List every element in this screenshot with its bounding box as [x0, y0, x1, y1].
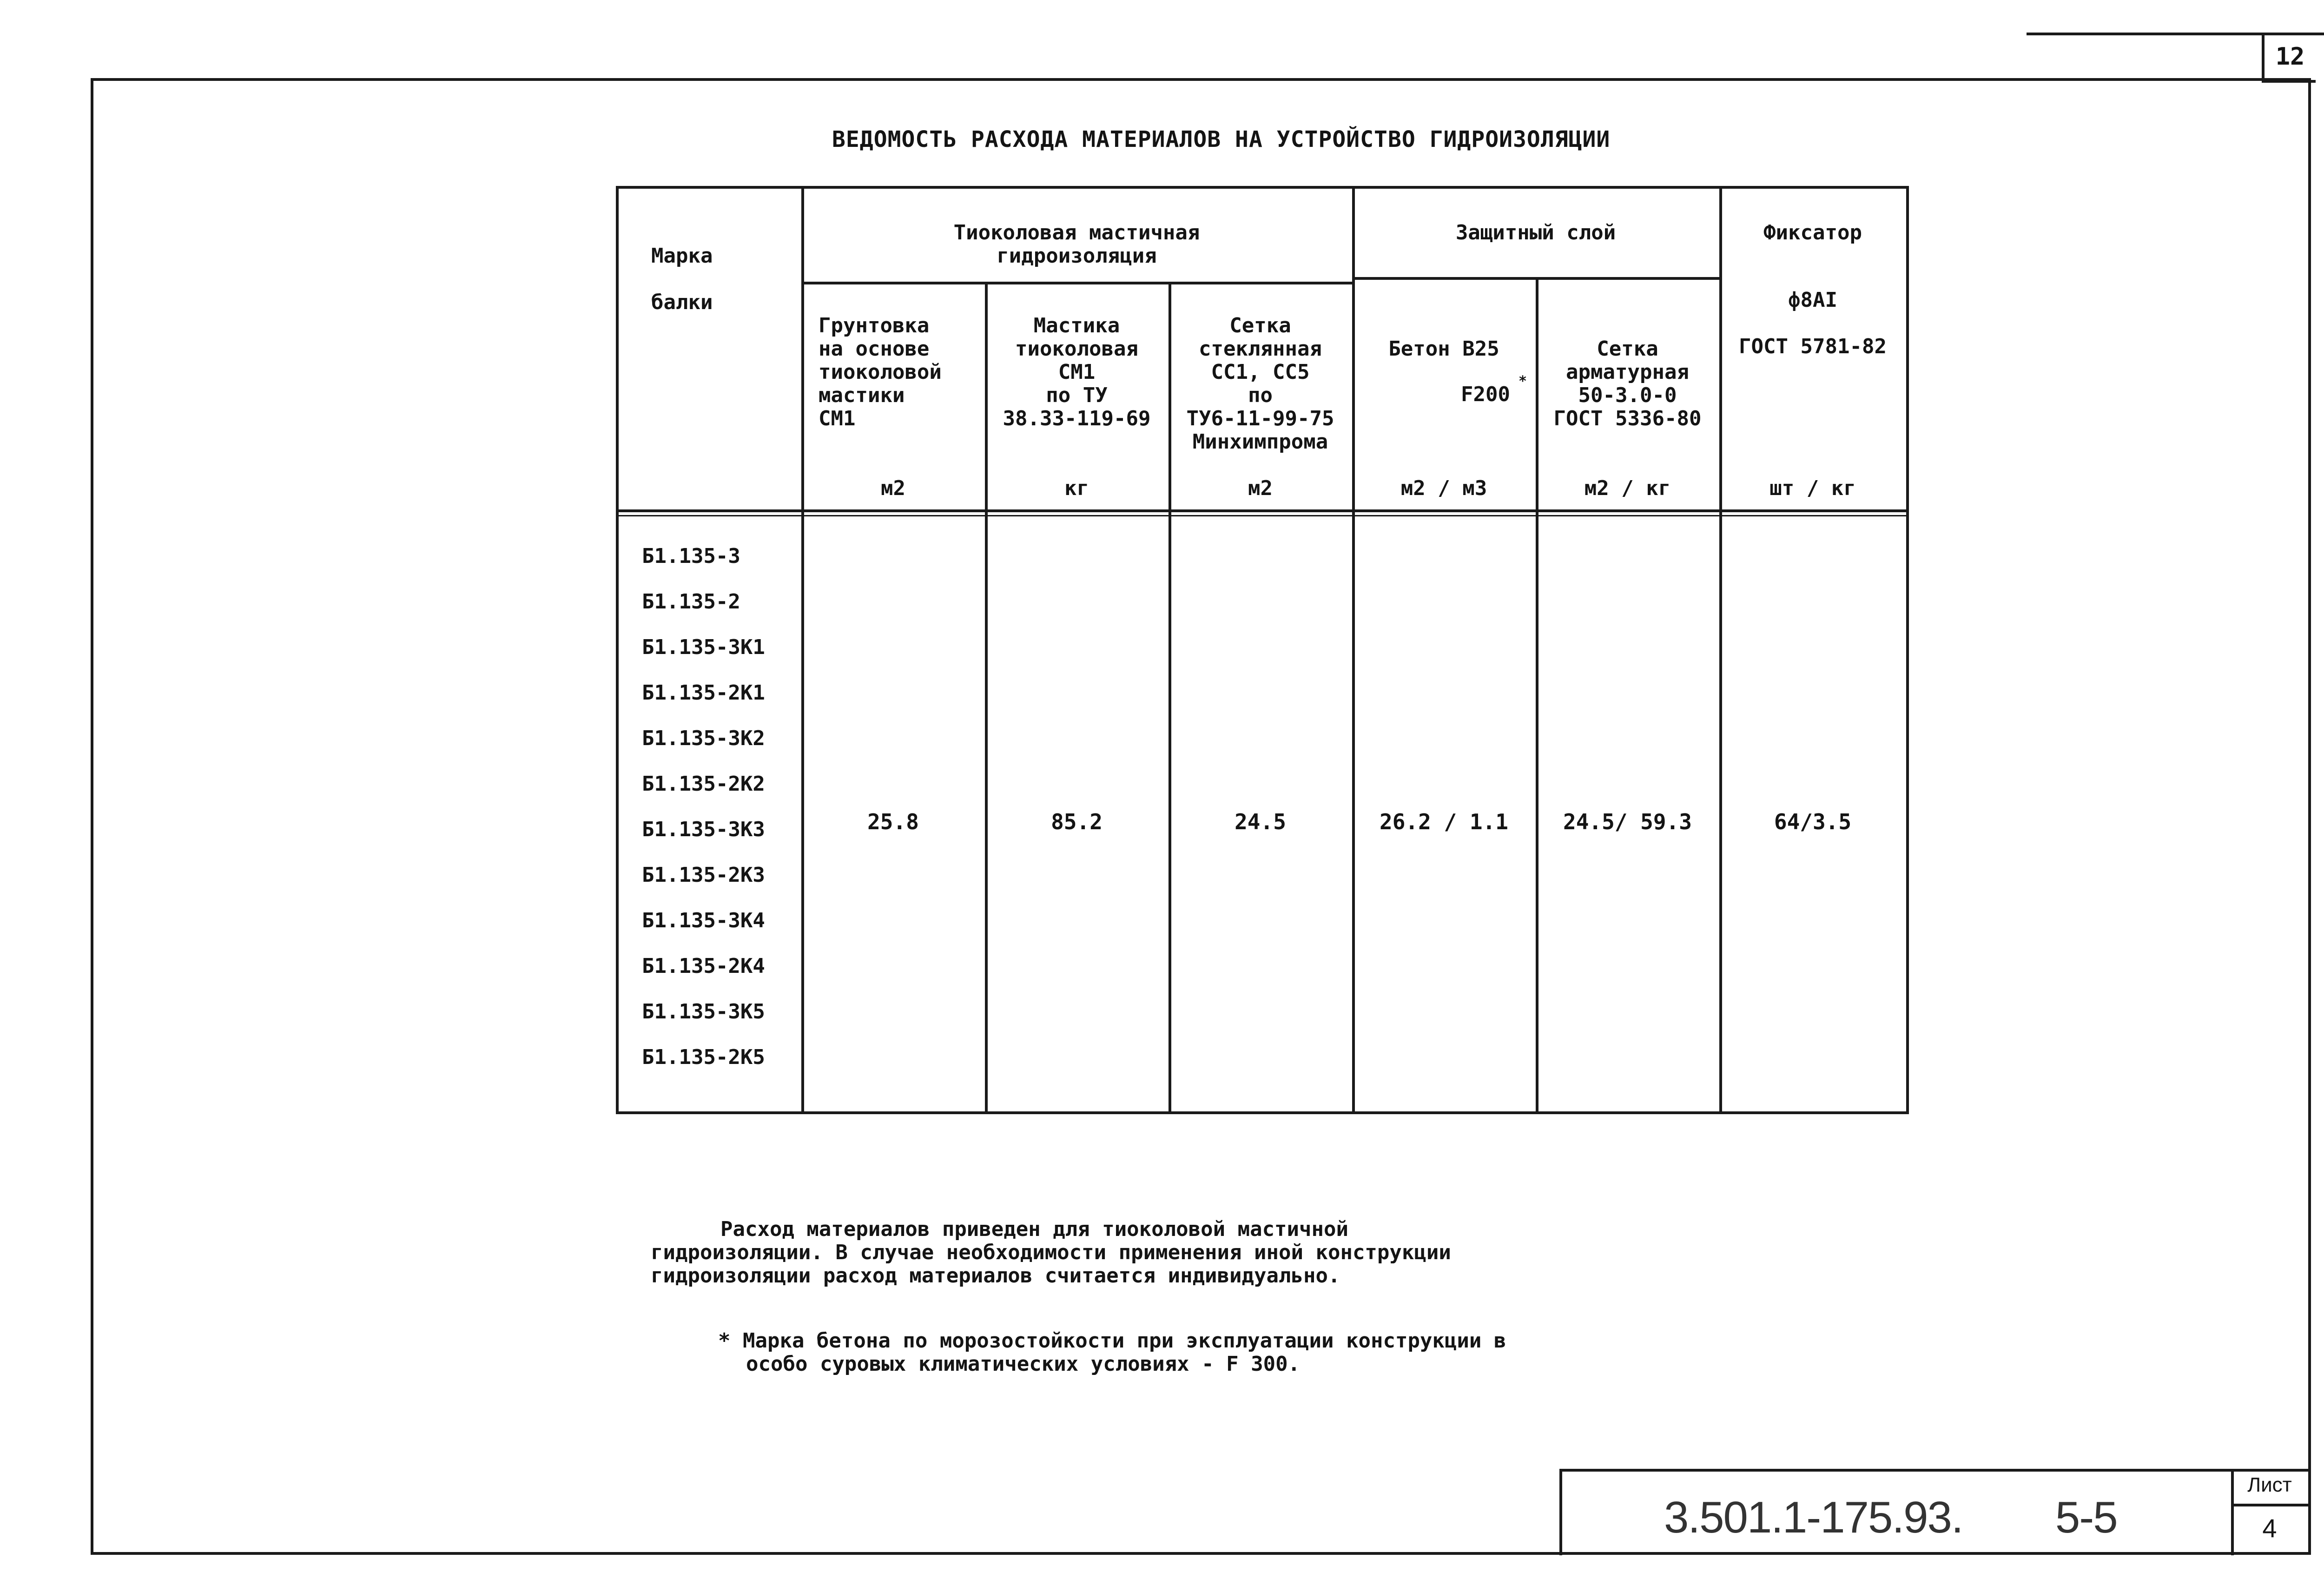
value-mastic: 85.2: [1051, 809, 1103, 834]
document-code: [1664, 1492, 2117, 1543]
document-code-number: 3.501.1-175.93.: [1664, 1493, 1963, 1542]
value-concrete: 26.2 / 1.1: [1380, 809, 1508, 834]
primer-header: Грунтовка на основе тиоколовой мастики СМ1: [819, 314, 942, 430]
beam-mark: Б1.135-2К1: [642, 681, 765, 705]
sheet-label: Лист: [2247, 1473, 2292, 1496]
mark-column-header: Марка балки: [651, 244, 713, 314]
concrete-footnote-mark: *: [1518, 373, 1527, 390]
beam-mark: Б1.135-3К1: [642, 635, 765, 659]
beam-mark: Б1.135-2: [642, 590, 740, 614]
fixator-group-header: Фиксатор: [1763, 221, 1862, 244]
beam-mark: Б1.135-2К3: [642, 863, 765, 887]
beam-mark: Б1.135-2К4: [642, 954, 765, 978]
notes-block: [651, 1218, 1487, 1288]
col-divider: [801, 189, 804, 1111]
value-primer: 25.8: [867, 809, 919, 834]
concrete-header: Бетон В25: [1388, 337, 1499, 361]
value-rebar-mesh: 24.5/ 59.3: [1563, 809, 1692, 834]
sheet-box-divider: [2231, 1504, 2308, 1506]
beam-mark: Б1.135-3К4: [642, 909, 765, 932]
value-glass-mesh: 24.5: [1235, 809, 1286, 834]
concrete-frost-grade: F200: [1461, 383, 1510, 406]
col-divider: [1352, 189, 1355, 1111]
unit-primer: м2: [881, 476, 905, 500]
page-title: ВЕДОМОСТЬ РАСХОДА МАТЕРИАЛОВ НА УСТРОЙСТВО ГИДРОИЗОЛЯЦИИ: [832, 126, 1611, 152]
group-header-divider: [1352, 277, 1719, 280]
protective-group-header: Защитный слой: [1455, 221, 1616, 244]
mastic-header: Мастика тиоколовая СМ1 по ТУ 38.33-119-69: [1003, 314, 1151, 430]
rebar-mesh-header: Сетка арматурная 50-3.0-0 ГОСТ 5336-80: [1553, 337, 1702, 430]
thiokol-group-header: Тиоколовая мастичная гидроизоляция: [953, 221, 1200, 268]
note-footnote: * Марка бетона по морозостойкости при эксплуатации конструкции в особо суровых климатических условиях - F 300.: [718, 1329, 1506, 1376]
unit-concrete: м2 / м3: [1400, 476, 1487, 500]
beam-mark: Б1.135-3: [642, 544, 740, 568]
glass-mesh-header: Сетка стеклянная СС1, СС5 по ТУ6-11-99-75 Минхимпрома: [1186, 314, 1334, 454]
note-main: Расход материалов приведен для тиоколовой мастичной гидроизоляции. В случае необходимости применения иной конструкции гидроизоляции расход материалов считается индивидуально.: [651, 1217, 1451, 1288]
unit-mastic: кг: [1064, 476, 1089, 500]
beam-mark: Б1.135-3К2: [642, 727, 765, 750]
unit-rebar-mesh: м2 / кг: [1584, 476, 1671, 500]
document-section: 5-5: [2055, 1493, 2117, 1542]
beam-mark: Б1.135-3К3: [642, 818, 765, 841]
fixator-spec: ф8AI ГОСТ 5781-82: [1739, 288, 1887, 358]
group-header-divider: [801, 282, 1352, 284]
value-fixator: 64/3.5: [1774, 809, 1852, 834]
beam-mark: Б1.135-3К5: [642, 1000, 765, 1024]
unit-glass-mesh: м2: [1248, 476, 1273, 500]
header-bottom-line: [619, 515, 1906, 516]
unit-fixator: шт / кг: [1769, 476, 1856, 500]
sheet-number: 4: [2262, 1513, 2277, 1543]
beam-mark: Б1.135-2К5: [642, 1045, 765, 1069]
header-bottom-line: [619, 509, 1906, 512]
page-number-top: 12: [2262, 33, 2316, 83]
beam-mark: Б1.135-2К2: [642, 772, 765, 796]
materials-table: [616, 186, 1909, 1114]
